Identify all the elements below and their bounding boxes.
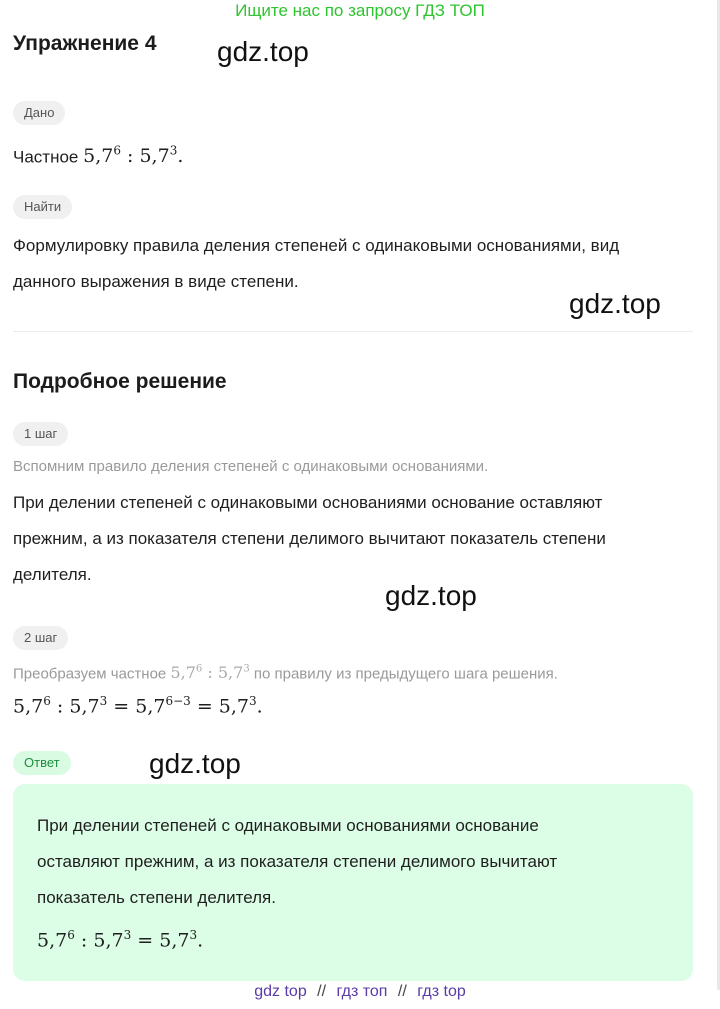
answer-badge [13, 751, 71, 775]
step1-line-2: прежним, а из показателя степени делимого вычитают показатель степени [13, 529, 606, 548]
step2-hint: Преобразуем частное $5,7^6$ : $5,7^3$ по правилу из предыдущего шага решения. [13, 663, 558, 683]
step2-hint-expression: $5,7^6$ : $5,7^3$ [170, 663, 250, 683]
answer-expression: $5,7^6$ : $5,7^3 = 5,7^3$. [37, 928, 204, 952]
given-label: Дано [13, 101, 65, 125]
watermark: gdz.top [217, 36, 309, 67]
answer-line-2: оставляют прежним, а из показателя степени делимого вычитают [37, 852, 558, 871]
top-banner[interactable]: Ищите нас по запросу ГДЗ ТОП [235, 1, 485, 20]
given-prefix: Частное [13, 147, 79, 167]
step1-line-1: При делении степеней с одинаковыми основаниями основание оставляют [13, 493, 603, 512]
footer-link-gdz-top-ru[interactable]: гдз топ [336, 983, 388, 1000]
find-label: Найти [13, 195, 72, 219]
divider [13, 331, 693, 332]
find-badge [13, 195, 72, 219]
page-title: Упражнение 4 [13, 32, 157, 55]
answer-label: Ответ [13, 751, 71, 775]
footer-links [0, 983, 720, 1001]
find-line-2: данного выражения в виде степени. [13, 272, 299, 291]
given-text [13, 133, 183, 175]
step1-line-3: делителя. [13, 565, 92, 584]
given-badge [13, 101, 65, 125]
watermark: gdz.top [149, 748, 241, 779]
footer-link-gdz-top-mixed[interactable]: гдз top [417, 983, 466, 1000]
answer-line-3: показатель степени делителя. [37, 888, 276, 907]
find-line-1: Формулировку правила деления степеней с одинаковыми основаниями, вид [13, 236, 620, 255]
footer-link-gdz-top[interactable]: gdz top [254, 983, 307, 1000]
watermark: gdz.top [569, 288, 661, 319]
solution-title: Подробное решение [13, 370, 227, 393]
step1-hint: Вспомним правило деления степеней с одинаковыми основаниями. [13, 458, 489, 475]
step2-label: 2 шаг [13, 626, 68, 650]
step2-badge [13, 626, 68, 650]
step1-label: 1 шаг [13, 422, 68, 446]
footer-separator: // [317, 983, 327, 1000]
step2-expression: $5,7^6$ : $5,7^3 = 5,7^{6-3} = 5,7^3$. [13, 694, 263, 718]
given-expression: $5,7^6$ : $5,7^3$. [83, 144, 184, 168]
answer-line-1: При делении степеней с одинаковыми основаниями основание [37, 816, 539, 835]
footer-separator: // [397, 983, 407, 1000]
step1-badge [13, 422, 68, 446]
watermark: gdz.top [385, 580, 477, 611]
